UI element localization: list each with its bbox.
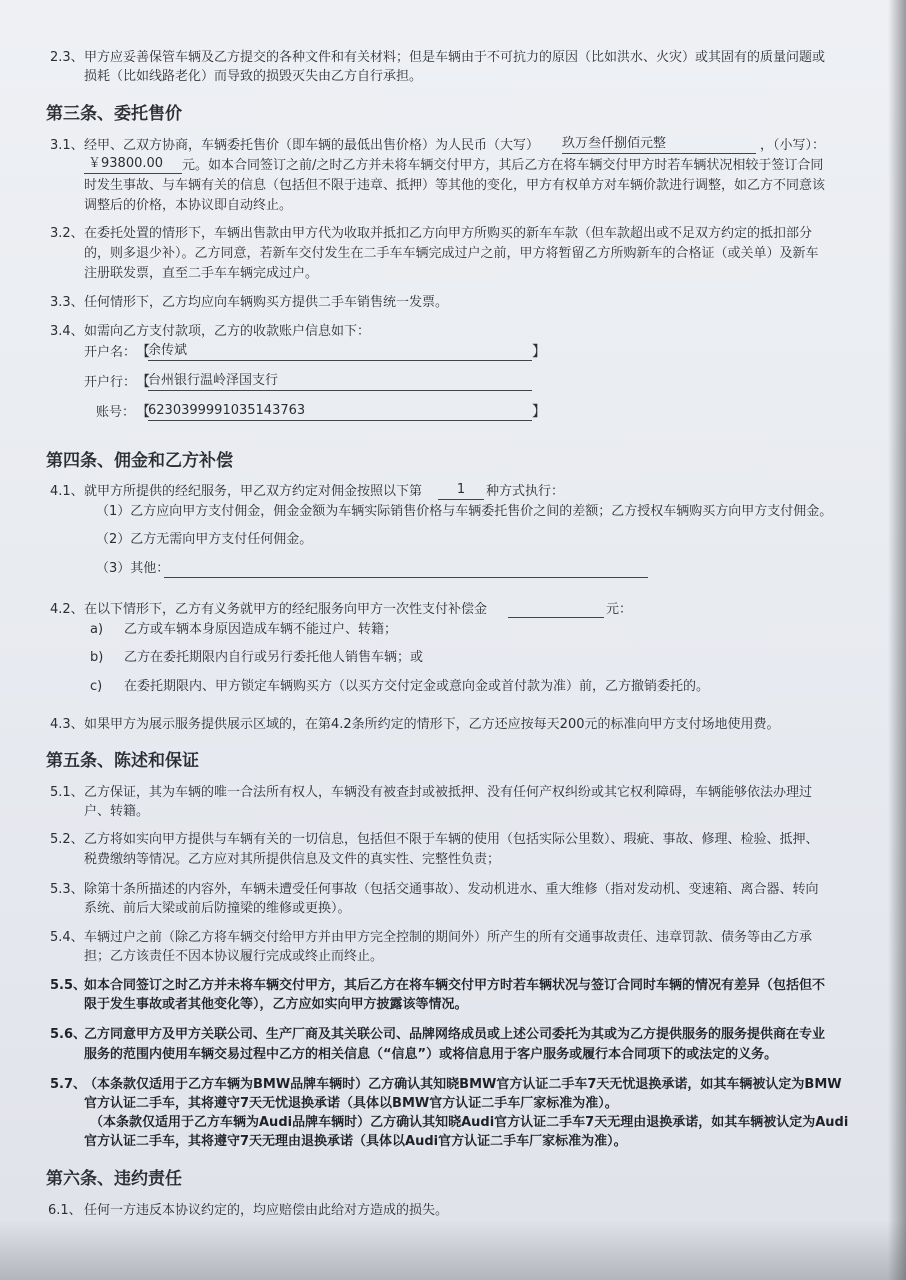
clause-number: 5.6、: [50, 1027, 87, 1042]
clause-text: 元。如本合同签订之前/之时乙方并未将车辆交付甲方，其后乙方在将车辆交付甲方时若车辆状况相较于签订合同: [182, 158, 824, 173]
clause-text: 如需向乙方支付款项，乙方的收款账户信息如下：: [84, 324, 371, 339]
clause-text: 担；乙方该责任不因本协议履行完成或终止而终止。: [84, 949, 384, 964]
clause-number: 5.7、: [50, 1077, 87, 1092]
commission-method-field: 1: [438, 481, 484, 500]
bracket-open: 【: [136, 404, 150, 420]
clause-text: 元：: [606, 602, 633, 617]
account-holder-field: 余传斌: [148, 342, 532, 361]
clause-text: 乙方将如实向甲方提供与车辆有关的一切信息，包括但不限于车辆的使用（包括实际公里数）、瑕疵、事故、修理、检验、抵押、: [84, 832, 819, 847]
clause-text: 损耗（比如线路老化）而导致的损毁灭失由乙方自行承担。: [84, 69, 423, 84]
article-heading: 第三条、委托售价: [46, 104, 182, 124]
option-text: （1）乙方应向甲方支付佣金，佣金金额为车辆实际销售价格与车辆委托售价之间的差额；乙方授权车辆购买方向甲方支付佣金。: [96, 504, 833, 519]
clause-text-bold: 官方认证二手车，其将遵守7天无理由退换承诺（具体以Audi官方认证二手车厂家标准为准）。: [84, 1134, 627, 1149]
option-text: （3）其他：: [96, 561, 170, 576]
account-number-field: 6230399991035143763: [148, 402, 532, 421]
compensation-amount-field: [508, 599, 604, 618]
clause-text: 种方式执行：: [486, 484, 565, 499]
clause-text: 税费缴纳等情况。乙方应对其所提供信息及文件的真实性、完整性负责；: [84, 852, 501, 867]
clause-number: 5.1、: [50, 785, 84, 800]
clause-number: 4.3、: [50, 717, 84, 732]
item-text: 在委托期限内、甲方锁定车辆购买方（以买方交付定金或意向金或首付款为准）前，乙方撤销委托的。: [124, 679, 710, 694]
bracket-close: 】: [532, 344, 546, 360]
clause-text: 如果甲方为展示服务提供展示区域的，在第4.2条所约定的情形下，乙方还应按每天200元的标准向甲方支付场地使用费。: [84, 717, 780, 732]
clause-text: 经甲、乙双方协商，车辆委托售价（即车辆的最低出售价格）为人民币（大写）: [84, 138, 540, 153]
clause-text-bold: 如本合同签订之时乙方并未将车辆交付甲方，其后乙方在将车辆交付甲方时若车辆状况与签订合同时车辆的情况有差异（包括但不: [84, 978, 826, 993]
clause-number: 4.2、: [50, 602, 84, 617]
clause-text: 注册联发票，直至二手车车辆完成过户。: [84, 266, 319, 281]
clause-text-bold: 乙方同意甲方及甲方关联公司、生产厂商及其关联公司、品牌网络成员或上述公司委托为其或为乙方提供服务的服务提供商在专业: [84, 1027, 826, 1042]
item-text: 乙方在委托期限内自行或另行委托他人销售车辆；或: [124, 650, 424, 665]
item-text: 乙方或车辆本身原因造成车辆不能过户、转籍；: [124, 622, 398, 637]
clause-number: 2.3、: [50, 50, 84, 65]
clause-text-bold: （本条款仅适用于乙方车辆为Audi品牌车辆时）乙方确认其知晓Audi官方认证二手车7天无理由退换承诺，如其车辆被认定为Audi: [90, 1115, 849, 1130]
clause-number: 5.5、: [50, 978, 87, 993]
clause-text: 调整后的价格，本协议即自动终止。: [84, 198, 293, 213]
clause-text: 时发生事故、与车辆有关的信息（包括但不限于违章、抵押）等其他的变化，甲方有权单方对车辆价款进行调整，如乙方不同意该: [84, 178, 826, 193]
clause-text-bold: （本条款仅适用于乙方车辆为BMW品牌车辆时）乙方确认其知晓BMW官方认证二手车7天无忧退换承诺，如其车辆被认定为BMW: [84, 1077, 842, 1092]
other-method-field: [164, 559, 648, 578]
clause-text: 在以下情形下，乙方有义务就甲方的经纪服务向甲方一次性支付补偿金: [84, 602, 488, 617]
item-label: c): [90, 679, 103, 694]
bank-field: 台州银行温岭泽国支行: [148, 372, 532, 391]
amount-in-words-field: 玖万叁仟捌佰元整: [562, 135, 756, 154]
clause-text: 车辆过户之前（除乙方将车辆交付给甲方并由甲方完全控制的期间外）所产生的所有交通事故责任、违章罚款、债务等由乙方承: [84, 930, 813, 945]
clause-text: 在委托处置的情形下，车辆出售款由甲方代为收取并抵扣乙方向甲方所购买的新车车款（但车款超出或不足双方约定的抵扣部分: [84, 226, 813, 241]
article-heading: 第四条、佣金和乙方补偿: [46, 451, 233, 471]
clause-text: 系统、前后大梁或前后防撞梁的维修或更换）。: [84, 901, 351, 916]
clause-text-bold: 限于发生事故或者其他变化等），乙方应如实向甲方披露该等情况。: [84, 997, 468, 1012]
clause-text: 就甲方所提供的经纪服务，甲乙双方约定对佣金按照以下第: [84, 484, 423, 499]
bracket-open: 【: [136, 374, 150, 390]
bracket-open: 【: [136, 344, 150, 360]
clause-text: ，（小写）：: [760, 138, 826, 153]
page-bottom-shadow: [0, 1220, 906, 1280]
clause-text: 除第十条所描述的内容外，车辆未遭受任何事故（包括交通事故）、发动机进水、重大维修（指对发动机、变速箱、离合器、转向: [84, 882, 819, 897]
clause-number: 5.3、: [50, 882, 84, 897]
page-edge-shadow: [888, 0, 906, 1280]
clause-number: 5.2、: [50, 832, 84, 847]
article-heading: 第六条、违约责任: [46, 1169, 182, 1189]
clause-number: 3.1、: [50, 138, 84, 153]
clause-text: 的，则多退少补）。乙方同意，若新车交付发生在二手车车辆完成过户之前，甲方将暂留乙方所购新车的合格证（或关单）及新车: [84, 246, 819, 261]
clause-text-bold: 官方认证二手车，其将遵守7天无忧退换承诺（具体以BMW官方认证二手车厂家标准为准）。: [84, 1096, 618, 1111]
article-heading: 第五条、陈述和保证: [46, 751, 199, 771]
clause-text: 户、转籍。: [84, 804, 150, 819]
clause-number: 6.1、: [48, 1203, 82, 1218]
bracket-close: 】: [532, 404, 546, 420]
bank-label: 开户行：: [84, 375, 137, 390]
option-text: （2）乙方无需向甲方支付任何佣金。: [96, 532, 313, 547]
clause-number: 3.2、: [50, 226, 84, 241]
clause-number: 3.3、: [50, 295, 84, 310]
account-holder-label: 开户名：: [84, 345, 137, 360]
amount-in-figures-field: ￥93800.00: [84, 155, 182, 174]
item-label: a): [90, 622, 104, 637]
clause-text-bold: 服务的范围内使用车辆交易过程中乙方的相关信息（“信息”）或将信息用于客户服务或履行本合同项下的或法定的义务。: [84, 1047, 778, 1062]
clause-number: 5.4、: [50, 930, 84, 945]
account-number-label: 账号：: [96, 405, 136, 420]
clause-number: 3.4、: [50, 324, 84, 339]
clause-number: 4.1、: [50, 484, 84, 499]
clause-text: 乙方保证，其为车辆的唯一合法所有权人，车辆没有被查封或被抵押、没有任何产权纠纷或其它权利障碍，车辆能够依法办理过: [84, 785, 813, 800]
item-label: b): [90, 650, 104, 665]
clause-text: 任何一方违反本协议约定的，均应赔偿由此给对方造成的损失。: [84, 1203, 449, 1218]
clause-text: 任何情形下，乙方均应向车辆购买方提供二手车销售统一发票。: [84, 295, 449, 310]
clause-text: 甲方应妥善保管车辆及乙方提交的各种文件和有关材料；但是车辆由于不可抗力的原因（比如洪水、火灾）或其固有的质量问题或: [84, 50, 826, 65]
